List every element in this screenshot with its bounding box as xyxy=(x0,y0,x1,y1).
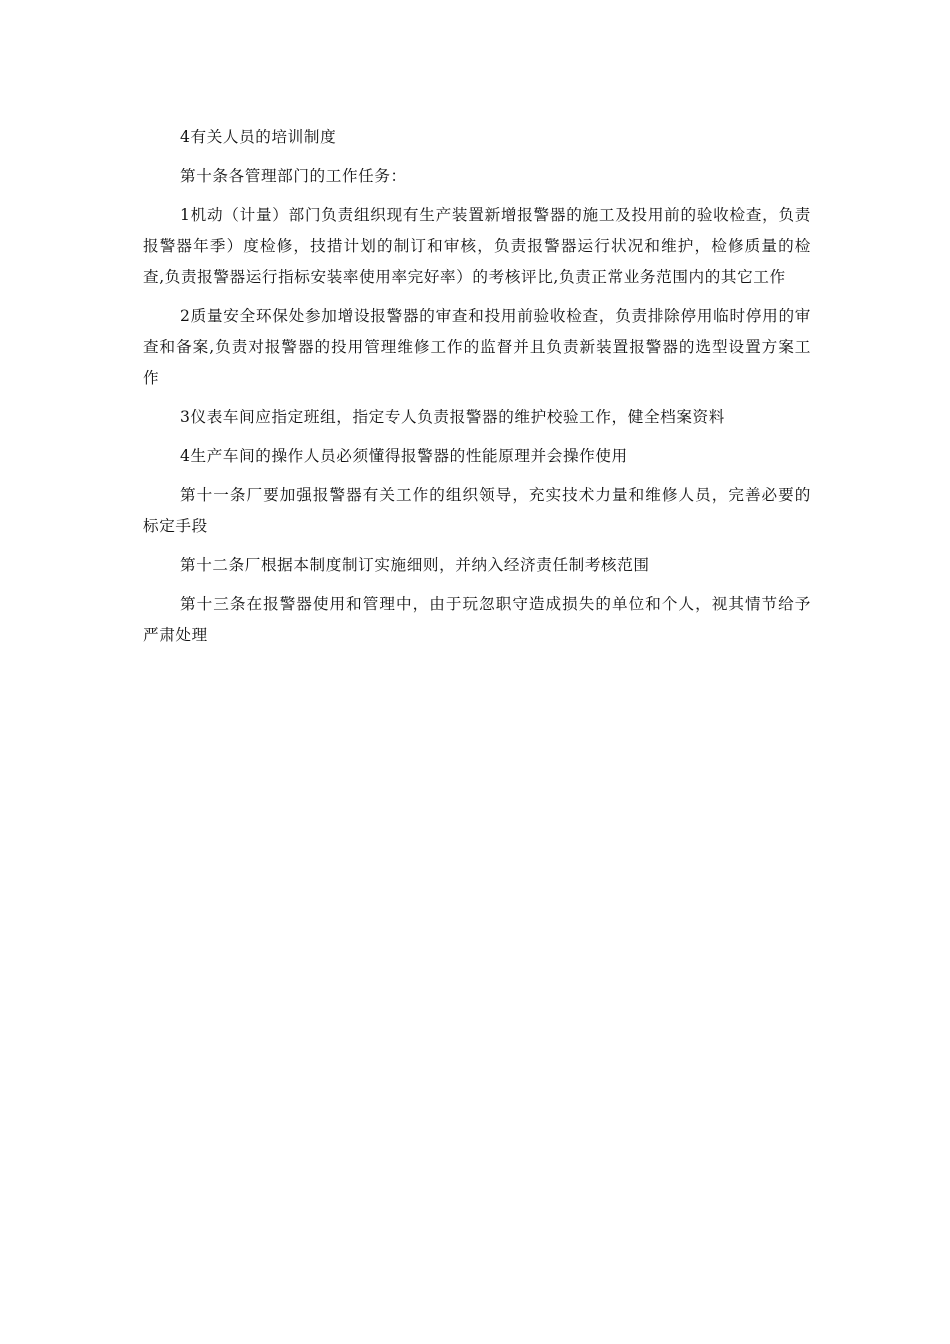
paragraph-article-10: 第十条各管理部门的工作任务： xyxy=(180,167,407,185)
paragraph-article-11: 第十一条厂要加强报警器有关工作的组织领导，充实技术力量和维修人员，完善必要的标定手段 xyxy=(143,486,811,535)
paragraph-instrument-workshop: 3仪表车间应指定班组，指定专人负责报警器的维护校验工作，健全档案资料 xyxy=(180,408,725,426)
document-body xyxy=(143,122,811,659)
paragraph-article-12: 第十二条厂根据本制度制订实施细则，并纳入经济责任制考核范围 xyxy=(180,556,650,574)
paragraph-quality-safety-dept: 2质量安全环保处参加增设报警器的审查和投用前验收检查，负责排除停用临时停用的审查和备案,负责对报警器的投用管理维修工作的监督并且负责新装置报警器的选型设置方案工作 xyxy=(143,307,811,387)
paragraph-production-workshop: 4生产车间的操作人员必须懂得报警器的性能原理并会操作使用 xyxy=(180,447,628,465)
paragraph-article-13: 第十三条在报警器使用和管理中，由于玩忽职守造成损失的单位和个人，视其情节给予严肃处理 xyxy=(143,595,811,644)
paragraph-training-system: 4有关人员的培训制度 xyxy=(180,128,337,146)
paragraph-mechanical-dept: 1机动（计量）部门负责组织现有生产装置新增报警器的施工及投用前的验收检查，负责报警器年季）度检修，技措计划的制订和审核，负责报警器运行状况和维护，检修质量的检查,负责报警器运行指标安装率使用率完好率）的考核评比,负责正常业务范围内的其它工作 xyxy=(143,206,811,286)
